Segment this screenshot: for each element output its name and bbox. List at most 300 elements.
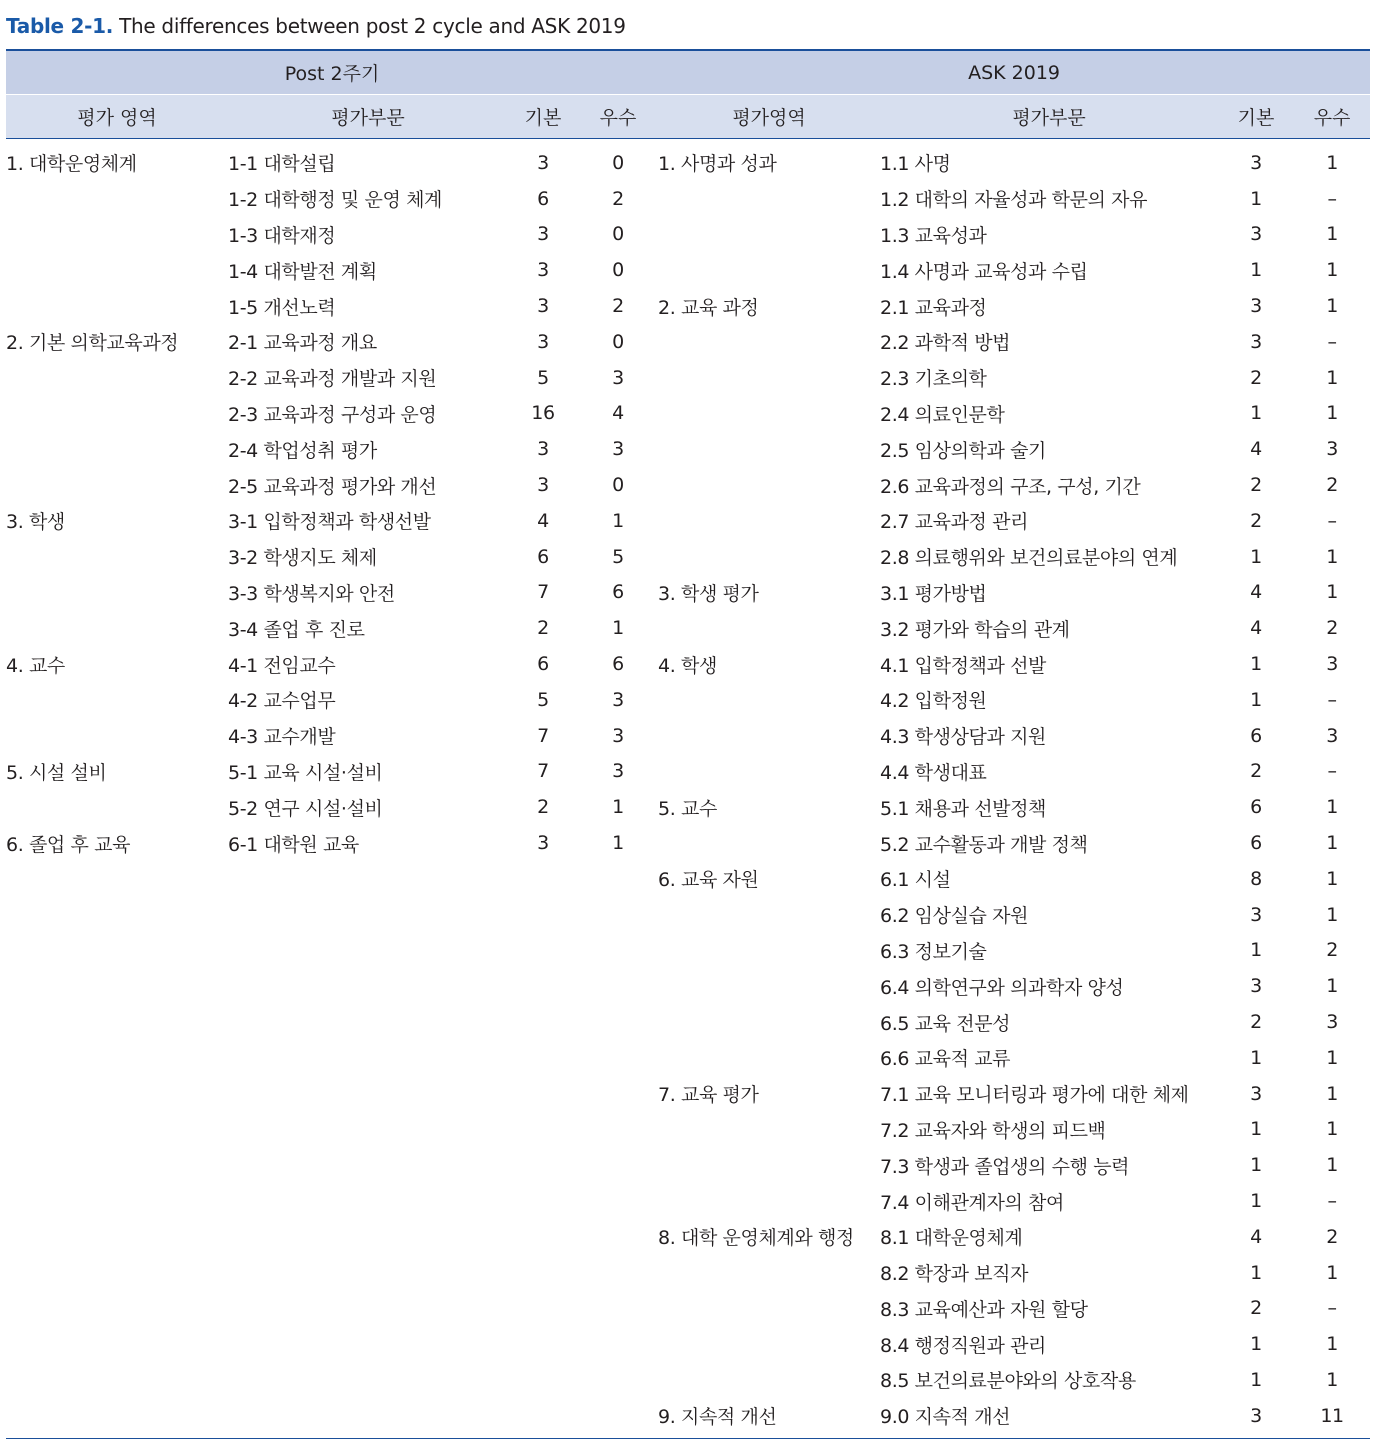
ask-section-cell: 2.8 의료행위와 보건의료분야의 연계 xyxy=(880,547,1178,570)
table-row xyxy=(6,789,1370,825)
ask-basic-cell: 1 xyxy=(1250,653,1262,676)
table-row xyxy=(6,1112,1370,1148)
ask-area-cell: 2. 교육 과정 xyxy=(658,296,759,319)
ask-basic-cell: 1 xyxy=(1250,187,1262,210)
ask-area-cell xyxy=(658,1147,880,1183)
ask-excellent-cell: – xyxy=(1327,1190,1337,1212)
post2-area-cell xyxy=(6,1076,228,1112)
post2-section-cell xyxy=(228,1004,508,1040)
post2-area-cell: 1. 대학운영체계 xyxy=(6,153,137,176)
post2-excellent-cell xyxy=(578,1219,658,1255)
ask-basic-cell: 1 xyxy=(1250,1368,1262,1391)
post2-basic-cell xyxy=(508,897,578,933)
column-header-row xyxy=(6,95,1370,139)
post2-basic-cell: 7 xyxy=(537,724,549,747)
ask-section-cell: 3.1 평가방법 xyxy=(880,582,987,605)
ask-section-cell: 5.1 채용과 선발정책 xyxy=(880,797,1047,820)
ask-section-cell: 4.4 학생대표 xyxy=(880,761,987,784)
ask-excellent-cell: 3 xyxy=(1326,438,1338,461)
post2-excellent-cell xyxy=(578,1040,658,1076)
table-row xyxy=(6,718,1370,754)
ask-excellent-cell: 1 xyxy=(1326,366,1338,389)
post2-excellent-cell: 0 xyxy=(612,151,624,174)
post2-area-cell xyxy=(6,718,228,754)
ask-section-cell: 3.2 평가와 학습의 관계 xyxy=(880,618,1070,641)
table-row xyxy=(6,933,1370,969)
caption-label: Table 2-1. xyxy=(6,14,113,38)
post2-area-cell xyxy=(6,1040,228,1076)
post2-section-cell xyxy=(228,1326,508,1362)
ask-basic-cell: 2 xyxy=(1250,1011,1262,1034)
ask-section-cell: 8.4 행정직원과 관리 xyxy=(880,1334,1047,1357)
post2-area-cell xyxy=(6,217,228,253)
post2-area-cell xyxy=(6,682,228,718)
ask-section-cell: 4.1 입학정책과 선발 xyxy=(880,654,1047,677)
ask-basic-cell: 1 xyxy=(1250,545,1262,568)
ask-area-cell xyxy=(658,252,880,288)
post2-area-cell xyxy=(6,396,228,432)
post2-basic-cell xyxy=(508,1076,578,1112)
post2-section-cell: 1-5 개선노력 xyxy=(228,296,336,319)
table-row xyxy=(6,503,1370,539)
post2-section-cell: 5-1 교육 시설·설비 xyxy=(228,761,383,784)
post2-section-cell: 4-2 교수업무 xyxy=(228,690,336,713)
post2-section-cell: 2-1 교육과정 개요 xyxy=(228,332,377,355)
table-row xyxy=(6,575,1370,611)
ask-section-cell: 6.5 교육 전문성 xyxy=(880,1012,1011,1035)
ask-excellent-cell: 2 xyxy=(1326,617,1338,640)
ask-basic-cell: 2 xyxy=(1250,760,1262,783)
ask-basic-cell: 1 xyxy=(1250,939,1262,962)
col-header-excellent: 우수 xyxy=(578,95,658,139)
table-row xyxy=(6,324,1370,360)
ask-area-cell xyxy=(658,360,880,396)
ask-section-cell: 2.6 교육과정의 구조, 구성, 기간 xyxy=(880,475,1141,498)
post2-area-cell xyxy=(6,933,228,969)
ask-area-cell: 6. 교육 자원 xyxy=(658,869,759,892)
ask-area-cell: 7. 교육 평가 xyxy=(658,1084,759,1107)
post2-basic-cell: 5 xyxy=(537,366,549,389)
post2-excellent-cell: 2 xyxy=(612,295,624,318)
post2-excellent-cell xyxy=(578,1398,658,1438)
post2-excellent-cell xyxy=(578,968,658,1004)
ask-section-cell: 8.1 대학운영체계 xyxy=(880,1227,1023,1250)
post2-area-cell xyxy=(6,1112,228,1148)
ask-basic-cell: 3 xyxy=(1250,903,1262,926)
ask-basic-cell: 3 xyxy=(1218,1398,1294,1438)
post2-section-cell xyxy=(228,933,508,969)
post2-excellent-cell: 4 xyxy=(612,402,624,425)
post2-basic-cell: 3 xyxy=(537,259,549,282)
ask-basic-cell: 2 xyxy=(1250,509,1262,532)
post2-excellent-cell xyxy=(578,1076,658,1112)
ask-excellent-cell: – xyxy=(1327,760,1337,783)
ask-basic-cell: 8 xyxy=(1250,867,1262,890)
post2-basic-cell: 7 xyxy=(537,760,549,783)
post2-basic-cell: 2 xyxy=(537,617,549,640)
ask-excellent-cell: 1 xyxy=(1326,903,1338,926)
ask-basic-cell: 1 xyxy=(1250,1190,1262,1212)
post2-basic-cell: 3 xyxy=(537,223,549,246)
ask-area-cell xyxy=(658,1255,880,1291)
ask-excellent-cell: 1 xyxy=(1326,1368,1338,1391)
ask-basic-cell: 2 xyxy=(1250,1297,1262,1320)
ask-area-cell xyxy=(658,933,880,969)
ask-section-cell: 7.4 이해관계자의 참여 xyxy=(880,1191,1064,1214)
ask-section-cell: 1.2 대학의 자율성과 학문의 자유 xyxy=(880,189,1148,212)
ask-excellent-cell: 2 xyxy=(1326,939,1338,962)
post2-basic-cell: 16 xyxy=(531,402,555,425)
table-row xyxy=(6,181,1370,217)
ask-basic-cell: 2 xyxy=(1250,474,1262,497)
ask-area-cell: 5. 교수 xyxy=(658,797,717,820)
ask-section-cell: 6.1 시설 xyxy=(880,869,951,892)
post2-section-cell: 2-2 교육과정 개발과 지원 xyxy=(228,368,437,391)
ask-excellent-cell: 1 xyxy=(1326,867,1338,890)
post2-area-cell xyxy=(6,252,228,288)
ask-area-cell xyxy=(658,1362,880,1398)
post2-excellent-cell xyxy=(578,1362,658,1398)
post2-area-cell xyxy=(6,1183,228,1219)
post2-area-cell xyxy=(6,1326,228,1362)
ask-basic-cell: 3 xyxy=(1250,975,1262,998)
ask-basic-cell: 4 xyxy=(1250,581,1262,604)
post2-section-cell xyxy=(228,1219,508,1255)
post2-basic-cell: 3 xyxy=(537,151,549,174)
post2-basic-cell xyxy=(508,1255,578,1291)
ask-section-cell: 8.3 교육예산과 자원 할당 xyxy=(880,1298,1088,1321)
post2-basic-cell: 3 xyxy=(537,295,549,318)
post2-area-cell xyxy=(6,968,228,1004)
ask-basic-cell: 3 xyxy=(1250,1082,1262,1105)
ask-basic-cell: 2 xyxy=(1250,366,1262,389)
post2-basic-cell xyxy=(508,1147,578,1183)
table-caption xyxy=(6,12,626,40)
post2-excellent-cell: 6 xyxy=(612,581,624,604)
ask-section-cell: 6.2 임상실습 자원 xyxy=(880,905,1029,928)
ask-excellent-cell: 1 xyxy=(1326,796,1338,819)
table-row xyxy=(6,217,1370,253)
post2-section-cell: 2-4 학업성취 평가 xyxy=(228,439,377,462)
post2-excellent-cell: 1 xyxy=(612,832,624,855)
post2-area-cell xyxy=(6,610,228,646)
post2-area-cell xyxy=(6,539,228,575)
post2-area-cell: 5. 시설 설비 xyxy=(6,761,107,784)
post2-excellent-cell: 3 xyxy=(612,366,624,389)
post2-area-cell xyxy=(6,1291,228,1327)
post2-excellent-cell xyxy=(578,933,658,969)
ask-area-cell xyxy=(658,431,880,467)
ask-basic-cell: 4 xyxy=(1250,1225,1262,1248)
ask-area-cell xyxy=(658,754,880,790)
post2-excellent-cell: 3 xyxy=(612,438,624,461)
post2-basic-cell xyxy=(508,1183,578,1219)
ask-excellent-cell: 1 xyxy=(1326,1082,1338,1105)
post2-area-cell xyxy=(6,1147,228,1183)
ask-excellent-cell: 1 xyxy=(1326,1261,1338,1284)
post2-excellent-cell xyxy=(578,1255,658,1291)
post2-excellent-cell xyxy=(578,1291,658,1327)
post2-section-cell: 3-4 졸업 후 진로 xyxy=(228,618,365,641)
ask-excellent-cell: 1 xyxy=(1326,151,1338,174)
col-header-area: 평가 영역 xyxy=(6,95,228,139)
table-row xyxy=(6,1183,1370,1219)
post2-section-cell: 3-1 입학정책과 학생선발 xyxy=(228,511,431,534)
ask-excellent-cell: 2 xyxy=(1326,474,1338,497)
post2-area-cell xyxy=(6,431,228,467)
ask-area-cell xyxy=(658,825,880,861)
ask-excellent-cell: – xyxy=(1327,187,1337,210)
ask-section-cell: 2.7 교육과정 관리 xyxy=(880,511,1029,534)
table-row xyxy=(6,897,1370,933)
post2-excellent-cell: 1 xyxy=(612,796,624,819)
ask-area-cell xyxy=(658,1004,880,1040)
table-row xyxy=(6,1004,1370,1040)
post2-excellent-cell: 3 xyxy=(612,760,624,783)
post2-area-cell xyxy=(6,575,228,611)
post2-area-cell xyxy=(6,1004,228,1040)
ask-excellent-cell: – xyxy=(1327,330,1337,353)
post2-section-cell: 4-3 교수개발 xyxy=(228,726,336,749)
post2-section-cell: 1-3 대학재정 xyxy=(228,224,336,247)
post2-basic-cell xyxy=(508,933,578,969)
ask-area-cell: 1. 사명과 성과 xyxy=(658,153,777,176)
post2-area-cell xyxy=(6,360,228,396)
post2-section-cell xyxy=(228,1112,508,1148)
post2-basic-cell xyxy=(508,1326,578,1362)
table-row xyxy=(6,1398,1370,1438)
ask-basic-cell: 4 xyxy=(1250,438,1262,461)
ask-area-cell xyxy=(658,897,880,933)
ask-section-cell: 2.5 임상의학과 술기 xyxy=(880,439,1047,462)
ask-section-cell: 6.4 의학연구와 의과학자 양성 xyxy=(880,976,1124,999)
ask-basic-cell: 1 xyxy=(1250,1333,1262,1356)
ask-area-cell xyxy=(658,217,880,253)
ask-basic-cell: 3 xyxy=(1250,151,1262,174)
ask-area-cell xyxy=(658,968,880,1004)
ask-excellent-cell: 1 xyxy=(1326,223,1338,246)
post2-excellent-cell: 1 xyxy=(612,617,624,640)
ask-section-cell: 7.3 학생과 졸업생의 수행 능력 xyxy=(880,1155,1130,1178)
post2-excellent-cell: 1 xyxy=(612,509,624,532)
table-row xyxy=(6,1147,1370,1183)
ask-section-cell: 8.5 보건의료분야와의 상호작용 xyxy=(880,1370,1136,1393)
ask-basic-cell: 3 xyxy=(1250,330,1262,353)
post2-basic-cell xyxy=(508,1362,578,1398)
post2-section-cell: 2-5 교육과정 평가와 개선 xyxy=(228,475,437,498)
ask-section-cell: 7.2 교육자와 학생의 피드백 xyxy=(880,1119,1106,1142)
post2-section-cell: 6-1 대학원 교육 xyxy=(228,833,359,856)
ask-basic-cell: 3 xyxy=(1250,295,1262,318)
group-header-row xyxy=(6,50,1370,95)
ask-basic-cell: 1 xyxy=(1250,402,1262,425)
ask-basic-cell: 6 xyxy=(1250,796,1262,819)
table-row xyxy=(6,1291,1370,1327)
caption-text: The differences between post 2 cycle and ASK 2019 xyxy=(119,14,626,38)
post2-basic-cell: 7 xyxy=(537,581,549,604)
post2-excellent-cell xyxy=(578,1004,658,1040)
ask-excellent-cell: 1 xyxy=(1326,402,1338,425)
post2-basic-cell: 4 xyxy=(537,509,549,532)
post2-area-cell xyxy=(6,288,228,324)
post2-basic-cell: 2 xyxy=(537,796,549,819)
ask-section-cell: 2.2 과학적 방법 xyxy=(880,332,1011,355)
ask-excellent-cell: 3 xyxy=(1326,1011,1338,1034)
post2-excellent-cell: 0 xyxy=(612,474,624,497)
ask-basic-cell: 1 xyxy=(1250,1046,1262,1069)
col-header-section: 평가부문 xyxy=(228,95,508,139)
ask-section-cell: 9.0 지속적 개선 xyxy=(880,1398,1218,1438)
post2-area-cell xyxy=(6,861,228,897)
post2-basic-cell xyxy=(508,861,578,897)
table-row xyxy=(6,682,1370,718)
ask-section-cell: 2.1 교육과정 xyxy=(880,296,987,319)
post2-basic-cell xyxy=(508,1219,578,1255)
post2-excellent-cell: 0 xyxy=(612,330,624,353)
post2-basic-cell: 3 xyxy=(537,438,549,461)
ask-section-cell: 2.4 의료인문학 xyxy=(880,403,1005,426)
post2-excellent-cell: 3 xyxy=(612,724,624,747)
ask-section-cell: 1.4 사명과 교육성과 수립 xyxy=(880,260,1088,283)
ask-area-cell xyxy=(658,324,880,360)
post2-area-cell xyxy=(6,897,228,933)
post2-area-cell xyxy=(6,181,228,217)
ask-basic-cell: 3 xyxy=(1250,223,1262,246)
post2-basic-cell xyxy=(508,1291,578,1327)
ask-area-cell xyxy=(658,1112,880,1148)
table-row xyxy=(6,646,1370,682)
table-row xyxy=(6,968,1370,1004)
post2-section-cell xyxy=(228,1076,508,1112)
group-header-post2: Post 2주기 xyxy=(6,50,658,95)
col-header-section: 평가부문 xyxy=(880,95,1218,139)
col-header-area: 평가영역 xyxy=(658,95,880,139)
post2-section-cell xyxy=(228,1291,508,1327)
ask-section-cell: 4.2 입학정원 xyxy=(880,690,987,713)
ask-basic-cell: 1 xyxy=(1250,1154,1262,1177)
table-row xyxy=(6,360,1370,396)
ask-area-cell xyxy=(658,396,880,432)
table-row xyxy=(6,288,1370,324)
ask-section-cell: 6.6 교육적 교류 xyxy=(880,1048,1011,1071)
table-row xyxy=(6,1362,1370,1398)
post2-excellent-cell xyxy=(578,897,658,933)
post2-area-cell xyxy=(6,1255,228,1291)
ask-area-cell xyxy=(658,1183,880,1219)
table-row xyxy=(6,431,1370,467)
ask-excellent-cell: 3 xyxy=(1326,653,1338,676)
ask-excellent-cell: 1 xyxy=(1326,1333,1338,1356)
ask-excellent-cell: 1 xyxy=(1326,259,1338,282)
ask-basic-cell: 1 xyxy=(1250,259,1262,282)
post2-section-cell xyxy=(228,897,508,933)
ask-area-cell: 4. 학생 xyxy=(658,654,717,677)
post2-section-cell xyxy=(228,1183,508,1219)
ask-area-cell xyxy=(658,503,880,539)
post2-section-cell: 1-2 대학행정 및 운영 체계 xyxy=(228,189,442,212)
ask-area-cell: 9. 지속적 개선 xyxy=(658,1398,880,1438)
ask-section-cell: 4.3 학생상담과 지원 xyxy=(880,726,1047,749)
post2-section-cell xyxy=(228,1255,508,1291)
post2-section-cell: 3-2 학생지도 체제 xyxy=(228,547,377,570)
post2-section-cell: 1-4 대학발전 계획 xyxy=(228,260,377,283)
post2-section-cell: 2-3 교육과정 구성과 운영 xyxy=(228,403,437,426)
ask-excellent-cell: – xyxy=(1327,509,1337,532)
post2-excellent-cell: 0 xyxy=(612,223,624,246)
post2-area-cell: 3. 학생 xyxy=(6,511,65,534)
post2-section-cell xyxy=(228,1147,508,1183)
post2-area-cell xyxy=(6,1219,228,1255)
ask-basic-cell: 6 xyxy=(1250,832,1262,855)
ask-excellent-cell: 1 xyxy=(1326,545,1338,568)
col-header-excellent: 우수 xyxy=(1294,95,1370,139)
ask-area-cell xyxy=(658,1291,880,1327)
table-row xyxy=(6,754,1370,790)
table-row xyxy=(6,252,1370,288)
post2-area-cell: 2. 기본 의학교육과정 xyxy=(6,332,179,355)
ask-section-cell: 2.3 기초의학 xyxy=(880,368,987,391)
ask-area-cell xyxy=(658,1326,880,1362)
post2-excellent-cell: 6 xyxy=(612,653,624,676)
ask-area-cell xyxy=(658,1040,880,1076)
post2-excellent-cell: 0 xyxy=(612,259,624,282)
table-row xyxy=(6,467,1370,503)
post2-area-cell xyxy=(6,1362,228,1398)
post2-excellent-cell: 2 xyxy=(612,187,624,210)
col-header-basic: 기본 xyxy=(1218,95,1294,139)
table-row xyxy=(6,1219,1370,1255)
post2-basic-cell: 6 xyxy=(537,545,549,568)
ask-section-cell: 1.1 사명 xyxy=(880,153,951,176)
table-row xyxy=(6,539,1370,575)
ask-section-cell: 8.2 학장과 보직자 xyxy=(880,1263,1029,1286)
post2-basic-cell xyxy=(508,1004,578,1040)
post2-section-cell: 4-1 전임교수 xyxy=(228,654,336,677)
ask-area-cell xyxy=(658,682,880,718)
post2-basic-cell: 6 xyxy=(537,187,549,210)
ask-excellent-cell: 3 xyxy=(1326,724,1338,747)
table-row xyxy=(6,396,1370,432)
post2-basic-cell: 5 xyxy=(537,688,549,711)
ask-basic-cell: 1 xyxy=(1250,688,1262,711)
post2-section-cell xyxy=(228,1362,508,1398)
table-row xyxy=(6,610,1370,646)
table-row xyxy=(6,139,1370,181)
post2-section-cell: 1-1 대학설립 xyxy=(228,153,336,176)
ask-area-cell xyxy=(658,181,880,217)
ask-area-cell xyxy=(658,718,880,754)
ask-section-cell: 6.3 정보기술 xyxy=(880,940,987,963)
ask-excellent-cell: 1 xyxy=(1326,975,1338,998)
post2-area-cell xyxy=(6,1398,228,1438)
post2-basic-cell: 3 xyxy=(537,832,549,855)
ask-excellent-cell: – xyxy=(1327,1297,1337,1320)
ask-excellent-cell: 11 xyxy=(1294,1398,1370,1438)
ask-basic-cell: 6 xyxy=(1250,724,1262,747)
post2-basic-cell xyxy=(508,1112,578,1148)
table-row xyxy=(6,1255,1370,1291)
ask-area-cell: 3. 학생 평가 xyxy=(658,582,759,605)
group-header-ask2019: ASK 2019 xyxy=(658,50,1370,95)
ask-excellent-cell: 1 xyxy=(1326,1046,1338,1069)
post2-excellent-cell: 3 xyxy=(612,688,624,711)
table-row xyxy=(6,1326,1370,1362)
table-row xyxy=(6,1076,1370,1112)
ask-area-cell xyxy=(658,467,880,503)
ask-area-cell: 8. 대학 운영체계와 행정 xyxy=(658,1227,854,1250)
post2-excellent-cell xyxy=(578,1112,658,1148)
post2-excellent-cell: 5 xyxy=(612,545,624,568)
